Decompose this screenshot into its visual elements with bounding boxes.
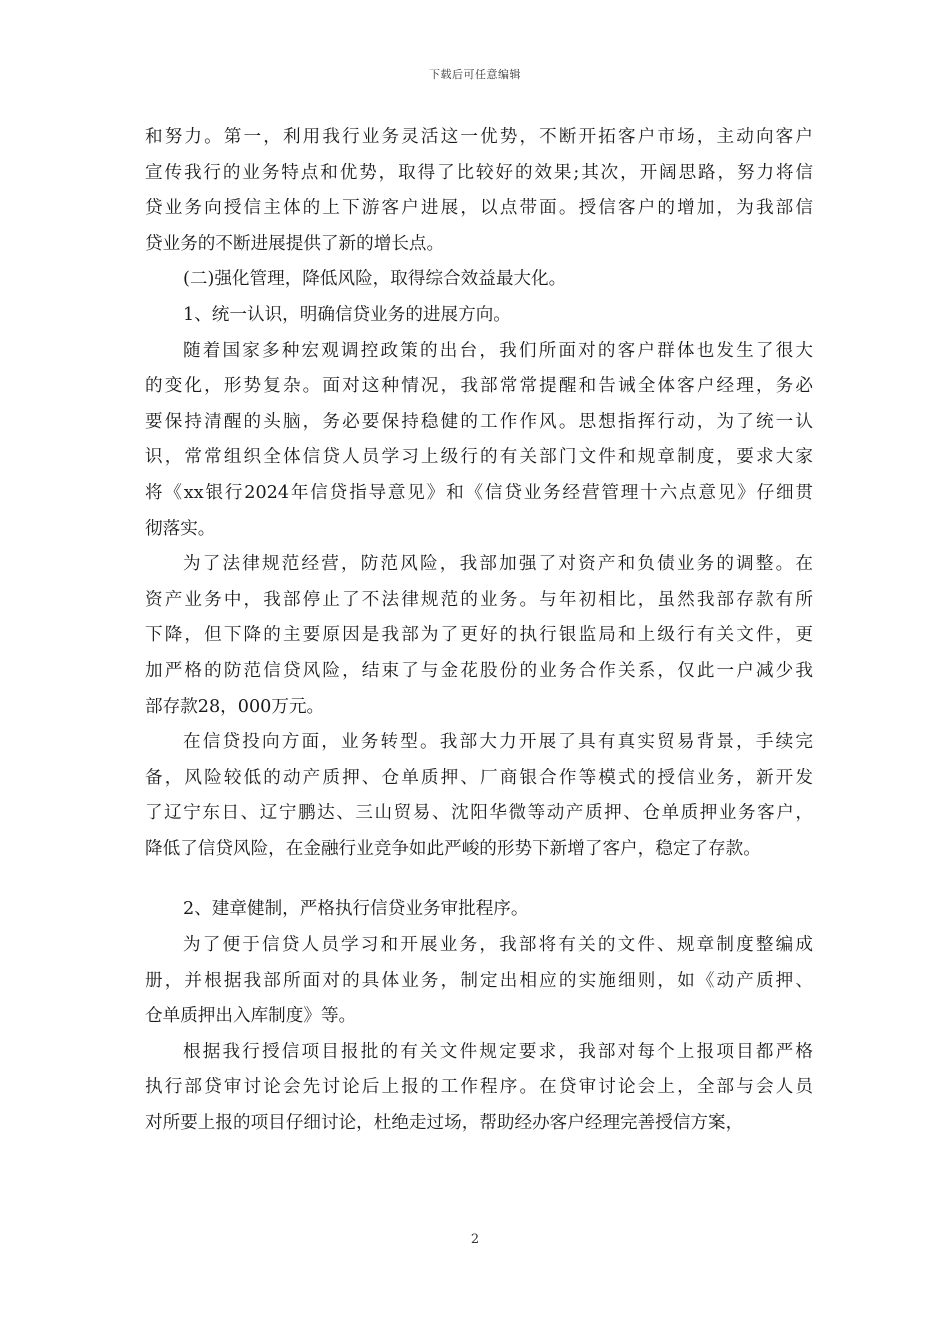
paragraph xyxy=(145,725,813,867)
text-line: 识，常常组织全体信贷人员学习上级行的有关部门文件和规章制度，要求大家 xyxy=(145,447,813,468)
text-line: 下降，但下降的主要原因是我部为了更好的执行银监局和上级行有关文件，更 xyxy=(145,625,813,646)
text-line: 加严格的防范信贷风险，结束了与金花股份的业务合作关系，仅此一户减少我 xyxy=(145,660,813,681)
paragraph xyxy=(145,262,813,298)
paragraph xyxy=(145,334,813,548)
text-line: 贷业务向授信主体的上下游客户进展，以点带面。授信客户的增加，为我部信 xyxy=(145,198,813,219)
text-line: 1、统一认识，明确信贷业务的进展方向。 xyxy=(183,304,511,325)
text-line: 宣传我行的业务特点和优势，取得了比较好的效果;其次，开阔思路，努力将信 xyxy=(145,162,813,183)
text-line: 了辽宁东日、辽宁鹏达、三山贸易、沈阳华微等动产质押、仓单质押业务客户， xyxy=(145,803,813,824)
text-line: 彻落实。 xyxy=(145,518,216,539)
text-line: 仓单质押出入库制度》等。 xyxy=(145,1006,357,1027)
text-line: 将《xx银行2024年信贷指导意见》和《信贷业务经营管理十六点意见》仔细贯 xyxy=(145,482,813,503)
text-line: 资产业务中，我部停止了不法律规范的业务。与年初相比，虽然我部存款有所 xyxy=(145,589,813,610)
text-line: 备，风险较低的动产质押、仓单质押、厂商银合作等模式的授信业务，新开发 xyxy=(145,767,813,788)
text-line: 册，并根据我部所面对的具体业务，制定出相应的实施细则，如《动产质押、 xyxy=(145,970,813,991)
paragraph xyxy=(145,120,813,262)
paragraph-gap xyxy=(145,867,813,892)
paragraph xyxy=(145,298,813,334)
text-line: 为了便于信贷人员学习和开展业务，我部将有关的文件、规章制度整编成 xyxy=(183,935,813,956)
text-line: 的变化，形势复杂。面对这种情况，我部常常提醒和告诫全体客户经理，务必 xyxy=(145,376,813,397)
page-number: 2 xyxy=(470,1232,480,1247)
text-line: 部存款28，000万元。 xyxy=(145,696,325,717)
text-line: 要保持清醒的头脑，务必要保持稳健的工作作风。思想指挥行动，为了统一认 xyxy=(145,411,813,432)
text-line: 对所要上报的项目仔细讨论，杜绝走过场，帮助经办客户经理完善授信方案， xyxy=(145,1113,744,1134)
text-line: 在信贷投向方面，业务转型。我部大力开展了具有真实贸易背景，手续完 xyxy=(183,732,813,753)
text-line: 执行部贷审讨论会先讨论后上报的工作程序。在贷审讨论会上，全部与会人员 xyxy=(145,1077,813,1098)
text-line: 降低了信贷风险，在金融行业竞争如此严峻的形势下新增了客户，稳定了存款。 xyxy=(145,838,761,859)
text-line: 贷业务的不断进展提供了新的增长点。 xyxy=(145,233,445,254)
paragraph xyxy=(145,547,813,725)
text-line: (二)强化管理，降低风险，取得综合效益最大化。 xyxy=(183,269,567,290)
paragraph xyxy=(145,892,813,928)
paragraph xyxy=(145,928,813,1035)
text-line: 2、建章健制，严格执行信贷业务审批程序。 xyxy=(183,899,529,920)
paragraph xyxy=(145,1035,813,1142)
text-line: 根据我行授信项目报批的有关文件规定要求，我部对每个上报项目都严格 xyxy=(183,1041,813,1062)
text-line: 为了法律规范经营，防范风险，我部加强了对资产和负债业务的调整。在 xyxy=(183,554,813,575)
text-line: 随着国家多种宏观调控政策的出台，我们所面对的客户群体也发生了很大 xyxy=(183,340,813,361)
document-body xyxy=(145,120,813,1142)
text-line: 和努力。第一，利用我行业务灵活这一优势，不断开拓客户市场，主动向客户 xyxy=(145,127,813,147)
page-header: 下载后可任意编辑 xyxy=(429,68,521,81)
